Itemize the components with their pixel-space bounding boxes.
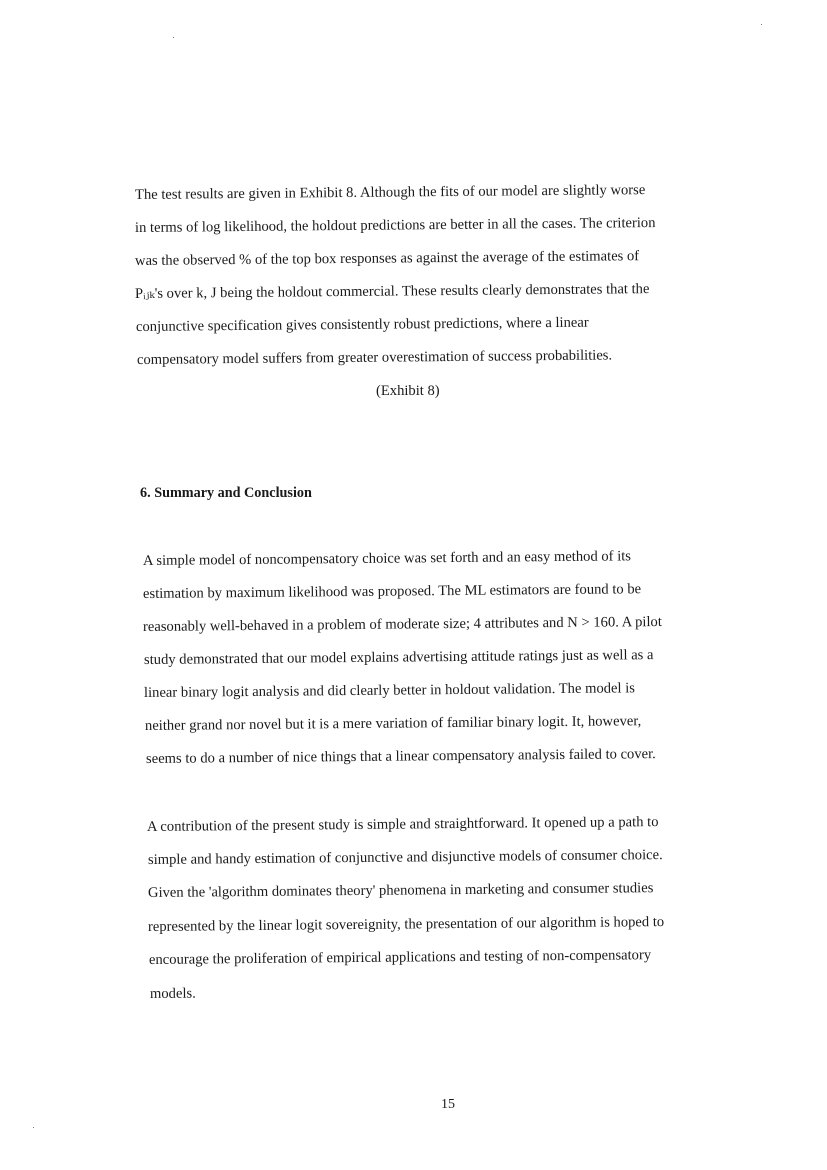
text-line: conjunctive specification gives consistently robust predictions, where a linear xyxy=(135,314,589,335)
text-line: seems to do a number of nice things that a linear compensatory analysis failed to cover. xyxy=(145,746,656,767)
text-line: linear binary logit analysis and did clearly better in holdout validation. The model is xyxy=(143,680,635,701)
text-line: models. xyxy=(149,985,196,1002)
text-line: in terms of log likelihood, the holdout predictions are better in all the cases. The criterion xyxy=(134,215,656,236)
text-line: A simple model of noncompensatory choice was set forth and an easy method of its xyxy=(142,548,632,569)
text-line: A contribution of the present study is simple and straightforward. It opened up a path to xyxy=(146,814,659,835)
text-line: simple and handy estimation of conjunctive and disjunctive models of consumer choice. xyxy=(147,847,663,868)
section-heading: 6. Summary and Conclusion xyxy=(140,485,312,501)
scan-speck xyxy=(173,37,174,38)
text-line: Pᵢⱼₖ's over k, J being the holdout commercial. These results clearly demonstrates that the xyxy=(134,281,650,302)
page-number: 15 xyxy=(441,1097,455,1112)
text-line: represented by the linear logit sovereignity, the presentation of our algorithm is hoped to xyxy=(147,914,665,935)
text-line: was the observed % of the top box responses as against the average of the estimates of xyxy=(134,248,640,269)
text-line: reasonably well-behaved in a problem of moderate size; 4 attributes and N > 160. A pilot xyxy=(142,614,662,635)
text-line: The test results are given in Exhibit 8. Although the fits of our model are slightly worse xyxy=(134,182,646,203)
text-line: Given the 'algorithm dominates theory' phenomena in marketing and consumer studies xyxy=(147,880,654,901)
scan-speck xyxy=(761,24,762,25)
text-line: neither grand nor novel but it is a mere variation of familiar binary logit. It, however, xyxy=(144,713,642,734)
exhibit-reference: (Exhibit 8) xyxy=(376,383,440,399)
scan-speck xyxy=(33,1127,34,1128)
text-line: compensatory model suffers from greater overestimation of success probabilities. xyxy=(136,347,613,368)
text-line: encourage the proliferation of empirical applications and testing of non-compensatory xyxy=(148,947,652,968)
text-line: estimation by maximum likelihood was proposed. The ML estimators are found to be xyxy=(142,581,642,602)
text-line: study demonstrated that our model explains advertising attitude ratings just as well as a xyxy=(143,647,654,668)
